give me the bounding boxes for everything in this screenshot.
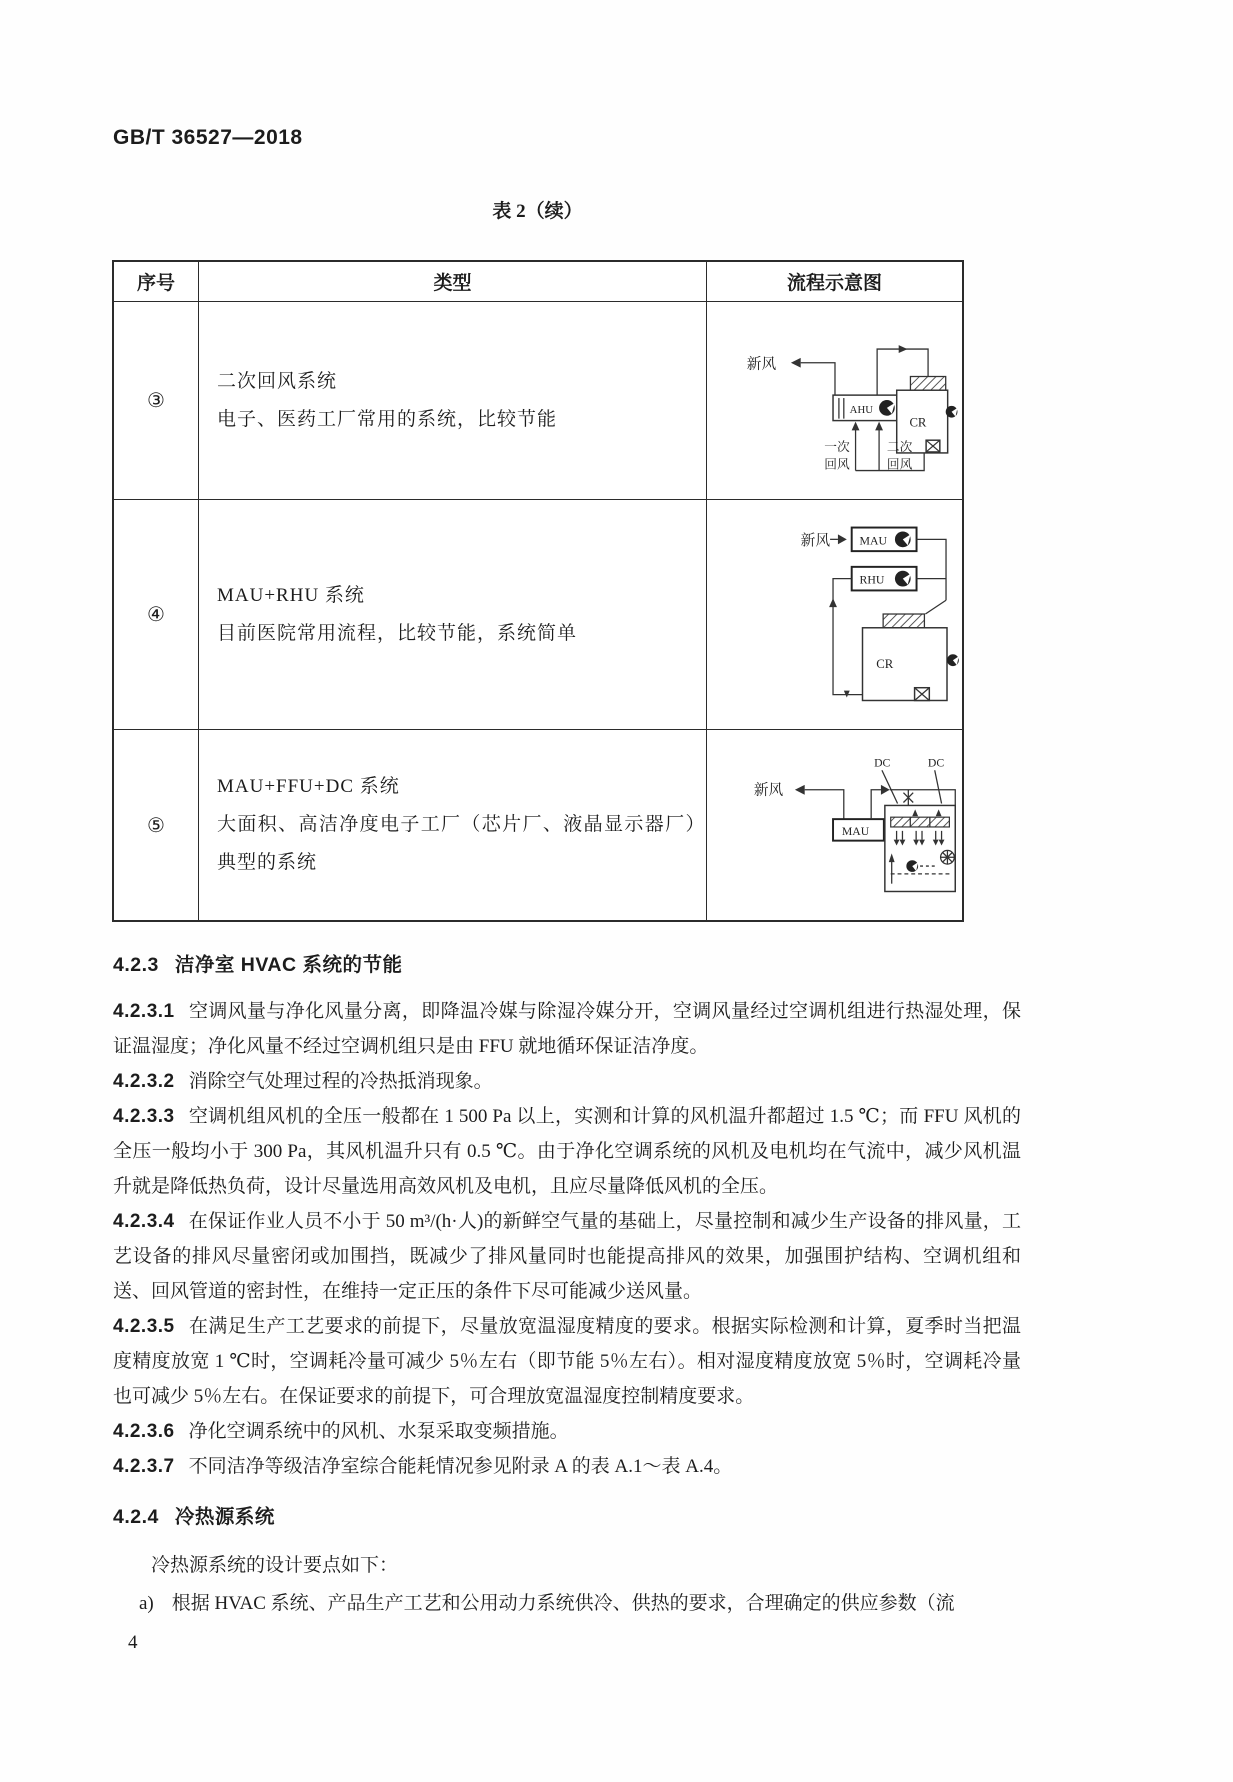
row-no: ③ bbox=[114, 302, 199, 500]
clause-number: 4.2.3.4 bbox=[113, 1211, 175, 1232]
clause-number: 4.2.3 bbox=[113, 954, 159, 976]
clause-paragraph: 4.2.3.2 消除空气处理过程的冷热抵消现象。 bbox=[113, 1071, 493, 1092]
arrow-right-icon bbox=[881, 785, 890, 795]
type-title: 二次回风系统 bbox=[217, 370, 338, 392]
table-caption: 表 2（续） bbox=[492, 201, 583, 222]
standard-number: GB/T 36527—2018 bbox=[113, 126, 303, 149]
clause-paragraph: 4.2.3.1 空调风量与净化风量分离，即降温冷媒与除湿冷媒分开，空调风量经过空调机组进行热湿处理，保证温湿度；净化风量不经过空调机组只是由 FFU 就地循环保证洁净度。 bbox=[113, 1001, 1021, 1057]
hepa-filter bbox=[910, 376, 945, 390]
col-header-no: 序号 bbox=[114, 262, 199, 302]
arrow-up-icon bbox=[875, 421, 883, 430]
arrow-left-icon bbox=[791, 357, 801, 367]
fan-icon bbox=[895, 531, 911, 547]
fan-icon bbox=[895, 570, 911, 586]
clause-number: 4.2.3.5 bbox=[113, 1316, 175, 1337]
primary-return-label: 回风 bbox=[824, 457, 850, 472]
diagram-secondary-return-system bbox=[708, 304, 961, 498]
page-number: 4 bbox=[128, 1632, 138, 1653]
clause-number: 4.2.3.3 bbox=[113, 1106, 175, 1127]
row-type bbox=[199, 302, 707, 500]
primary-return-label: 一次 bbox=[824, 439, 850, 454]
section-heading-4-2-4 bbox=[113, 1500, 1021, 1534]
diagram-mau-ffu-dc-system bbox=[708, 737, 961, 913]
col-header-type: 类型 bbox=[199, 262, 707, 302]
row-no: ④ bbox=[114, 500, 199, 730]
cleanroom-box bbox=[863, 627, 948, 700]
row-diagram-cell bbox=[707, 500, 962, 730]
clause-paragraph: 4.2.3.4 在保证作业人员不小于 50 m³/(h·人)的新鲜空气量的基础上，尽量控制和减少生产设备的排风量，工艺设备的排风尽量密闭或加围挡，既减少了排风量同时也能提高排风的效果，加强围护结构、空调机组和送、回风管道的密封性，在维持一定正压的条件下尽可能减少送风量。 bbox=[113, 1211, 1021, 1302]
type-title: MAU+FFU+DC 系统 bbox=[217, 776, 400, 797]
mau-label: MAU bbox=[841, 824, 870, 838]
arrow-right-icon bbox=[838, 534, 847, 544]
row-type bbox=[199, 500, 707, 730]
type-title: MAU+RHU 系统 bbox=[217, 584, 365, 606]
col-header-diagram: 流程示意图 bbox=[707, 262, 962, 302]
clause-number: 4.2.3.6 bbox=[113, 1421, 175, 1442]
secondary-return-label: 二次 bbox=[886, 439, 913, 454]
fan-icon bbox=[879, 400, 895, 416]
intro-paragraph: 冷热源系统的设计要点如下： bbox=[151, 1555, 399, 1576]
clause-paragraph: 4.2.3.3 空调机组风机的全压一般都在 1 500 Pa 以上，实测和计算的风机温升都超过 1.5 ℃；而 FFU 风机的全压一般均小于 300 Pa，其风机温升只有 0.5 ℃。由于净化空调系统的风机及电机均在气流中，减少风机温升就是降低热负荷，设计尽量选用高效风机及电机，且应尽量降低风机的全压。 bbox=[113, 1106, 1021, 1197]
row-diagram-cell bbox=[707, 730, 962, 920]
arrow-left-icon bbox=[795, 785, 805, 795]
system-type-table bbox=[112, 260, 964, 922]
type-desc: 目前医院常用流程，比较节能，系统简单 bbox=[217, 622, 578, 644]
clause-number: 4.2.3.2 bbox=[113, 1071, 175, 1092]
row-type bbox=[199, 730, 707, 920]
dry-coil-label: DC bbox=[874, 756, 891, 770]
clause-paragraph: 4.2.3.6 净化空调系统中的风机、水泵采取变频措施。 bbox=[113, 1421, 569, 1442]
rhu-label: RHU bbox=[859, 572, 885, 587]
clause-number: 4.2.3.1 bbox=[113, 1001, 175, 1022]
ahu-label: AHU bbox=[849, 403, 874, 416]
diagram-mau-rhu-system bbox=[708, 502, 961, 728]
fan-icon bbox=[947, 654, 959, 666]
clause-number: 4.2.4 bbox=[113, 1506, 159, 1528]
damper-icon bbox=[926, 440, 940, 452]
list-item-a: a) 根据 HVAC 系统、产品生产工艺和公用动力系统供冷、供热的要求，合理确定的供应参数（流 bbox=[139, 1593, 955, 1614]
arrow-right-icon bbox=[899, 345, 908, 353]
fresh-air-label: 新风 bbox=[746, 356, 777, 373]
fresh-air-label: 新风 bbox=[753, 782, 784, 799]
clause-title: 洁净室 HVAC 系统的节能 bbox=[174, 954, 403, 976]
fan-icon bbox=[946, 405, 958, 417]
damper-icon bbox=[915, 687, 930, 700]
clause-number: 4.2.3.7 bbox=[113, 1456, 175, 1477]
recirculation-fan-icon bbox=[941, 850, 955, 864]
hepa-filter bbox=[883, 614, 924, 628]
fan-icon bbox=[906, 860, 918, 872]
cleanroom-label: CR bbox=[909, 414, 927, 429]
clause-paragraph: 4.2.3.5 在满足生产工艺要求的前提下，尽量放宽温湿度精度的要求。根据实际检测和计算，夏季时当把温度精度放宽 1 ℃时，空调耗冷量可减少 5％左右（即节能 5％左右）。相对湿度精度放宽 5％时，空调耗冷量也可减少 5％左右。在保证要求的前提下，可合理放宽温湿度控制精度要求。 bbox=[113, 1316, 1021, 1407]
section-heading-4-2-3 bbox=[113, 948, 1021, 982]
ffu-filter-ceiling bbox=[891, 817, 950, 827]
mau-label: MAU bbox=[859, 532, 888, 547]
clause-title: 冷热源系统 bbox=[174, 1506, 275, 1528]
list-marker: a) bbox=[139, 1593, 154, 1614]
arrow-up-icon bbox=[852, 421, 860, 430]
fresh-air-label: 新风 bbox=[800, 532, 831, 549]
type-desc: 电子、医药工厂常用的系统，比较节能 bbox=[217, 408, 558, 430]
row-no: ⑤ bbox=[114, 730, 199, 920]
clause-text-block bbox=[113, 948, 1021, 1621]
dry-coil-label: DC bbox=[927, 756, 945, 770]
cleanroom-label: CR bbox=[876, 656, 894, 671]
secondary-return-label: 回风 bbox=[886, 457, 913, 472]
row-diagram-cell bbox=[707, 302, 962, 500]
clause-paragraph: 4.2.3.7 不同洁净等级洁净室综合能耗情况参见附录 A 的表 A.1～表 A.4。 bbox=[113, 1456, 733, 1477]
type-desc: 大面积、高洁净度电子工厂（芯片厂、液晶显示器厂）典型的系统 bbox=[217, 814, 696, 873]
arrow-up-icon bbox=[829, 598, 837, 607]
